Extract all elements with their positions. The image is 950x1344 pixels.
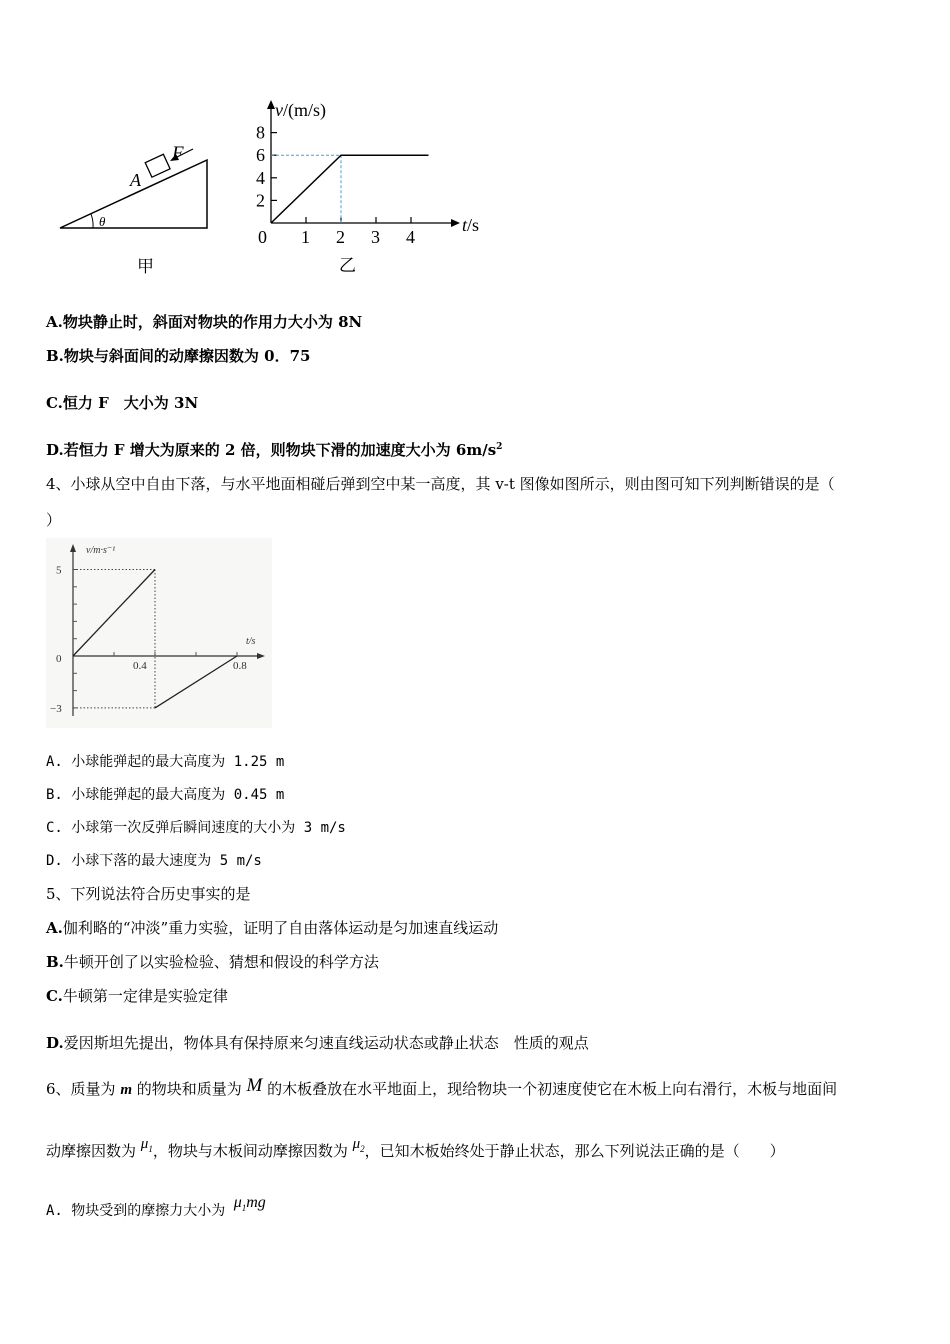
text-segment: A. 物块受到的摩擦力大小为 bbox=[46, 1203, 234, 1219]
math-M: M bbox=[246, 1075, 263, 1096]
angle-label: θ bbox=[99, 214, 106, 229]
option-prefix: D. bbox=[46, 441, 64, 459]
y-tick-label: 4 bbox=[256, 167, 265, 188]
y-axis-label: v/(m/s) bbox=[275, 100, 326, 120]
q3-option-a bbox=[46, 311, 362, 332]
block-label: A bbox=[130, 170, 141, 190]
superscript: 2 bbox=[496, 442, 503, 452]
q3-option-b bbox=[46, 345, 310, 366]
q4-option-c: C. 小球第一次反弹后瞬间速度的大小为 3 m/s bbox=[46, 820, 346, 836]
mu-symbol: μ bbox=[352, 1136, 361, 1152]
option-prefix: C. bbox=[46, 394, 63, 412]
q6-option-a bbox=[46, 1194, 266, 1221]
q5-option-a bbox=[46, 917, 498, 938]
option-prefix: C. bbox=[46, 987, 63, 1005]
option-text: 物块与斜面间的动摩擦因数为 0．75 bbox=[63, 347, 311, 365]
mu-symbol: μ bbox=[140, 1136, 149, 1152]
y-tick-label: −3 bbox=[50, 702, 62, 715]
incline-figure bbox=[55, 140, 220, 275]
y-tick-label: 2 bbox=[256, 190, 265, 211]
text-segment: 动摩擦因数为 bbox=[46, 1142, 141, 1160]
q4-option-a: A. 小球能弹起的最大高度为 1.25 m bbox=[46, 754, 285, 770]
y-tick-label: 0 bbox=[56, 653, 62, 665]
y-axis-label: v/m·s⁻¹ bbox=[86, 545, 116, 556]
option-prefix: A. bbox=[46, 313, 63, 331]
q5-option-d bbox=[46, 1032, 589, 1053]
q4-option-d: D. 小球下落的最大速度为 5 m/s bbox=[46, 853, 262, 869]
q6-stem-line2 bbox=[46, 1136, 785, 1162]
x-axis-label: t/s bbox=[246, 636, 256, 647]
subscript: 1 bbox=[241, 1203, 247, 1214]
x-tick-label: 0.4 bbox=[133, 660, 147, 672]
option-text: 牛顿第一定律是实验定律 bbox=[62, 987, 228, 1005]
mu-symbol: μ bbox=[233, 1194, 242, 1211]
option-text: 物块静止时，斜面对物块的作用力大小为 8N bbox=[62, 313, 363, 331]
q5-option-c bbox=[46, 985, 228, 1006]
option-text: 恒力 F 大小为 3N bbox=[62, 394, 199, 412]
option-prefix: B. bbox=[46, 953, 64, 971]
math-mu2 bbox=[353, 1136, 365, 1152]
figure-caption-yi: 乙 bbox=[339, 256, 356, 275]
subscript: 2 bbox=[360, 1144, 365, 1154]
q6-stem-line1 bbox=[46, 1075, 838, 1100]
x-tick-label: 0.8 bbox=[233, 660, 247, 672]
x-axis-label: t/s bbox=[462, 215, 480, 235]
math-mu1mg bbox=[233, 1194, 266, 1214]
y-tick-label: 5 bbox=[56, 564, 62, 577]
option-prefix: B. bbox=[46, 347, 64, 365]
y-tick-label: 6 bbox=[256, 145, 265, 166]
option-prefix: A. bbox=[46, 919, 63, 937]
figure-caption-jia: 甲 bbox=[137, 257, 154, 275]
math-m: m bbox=[120, 1082, 132, 1098]
q3-option-c bbox=[46, 392, 198, 413]
subscript: 1 bbox=[148, 1144, 153, 1154]
option-text: 若恒力 F 增大为原来的 2 倍，则物块下滑的加速度大小为 6m/s bbox=[63, 441, 497, 459]
ball-vt-chart bbox=[46, 538, 272, 728]
force-label: F bbox=[172, 143, 184, 164]
y-tick-label: 8 bbox=[256, 122, 265, 143]
option-text: 牛顿开创了以实验检验、猜想和假设的科学方法 bbox=[63, 953, 379, 971]
x-tick-label: 3 bbox=[371, 227, 380, 247]
x-tick-label: 4 bbox=[406, 227, 415, 247]
option-text: 伽利略的“冲淡”重力实验，证明了自由落体运动是匀加速直线运动 bbox=[62, 919, 499, 937]
q4-stem: 4、小球从空中自由下落，与水平地面相碰后弹到空中某一高度，其 v-t 图像如图所示，则由图可知下列判断错误的是（ bbox=[46, 475, 835, 493]
q5-stem: 5、下列说法符合历史事实的是 bbox=[46, 885, 251, 903]
text-segment: ，物块与木板间动摩擦因数为 bbox=[152, 1142, 353, 1160]
q5-option-b bbox=[46, 951, 379, 972]
option-prefix: D. bbox=[46, 1034, 64, 1052]
mg-symbol: mg bbox=[246, 1194, 266, 1211]
x-tick-label: 1 bbox=[301, 227, 310, 247]
math-mu1 bbox=[141, 1136, 153, 1152]
text-segment: ，已知木板始终处于静止状态，那么下列说法正确的是（ ） bbox=[364, 1142, 785, 1160]
text-segment: 6、质量为 bbox=[46, 1080, 121, 1098]
q3-option-d bbox=[46, 439, 502, 460]
q4-option-b: B. 小球能弹起的最大高度为 0.45 m bbox=[46, 787, 285, 803]
q4-stem-end: ） bbox=[46, 511, 62, 529]
x-tick-label: 2 bbox=[336, 227, 345, 247]
series-line bbox=[271, 155, 429, 223]
text-segment: 的木板叠放在水平地面上，现给物块一个初速度使它在木板上向右滑行，木板与地面间 bbox=[262, 1080, 838, 1098]
option-text: 爱因斯坦先提出，物体具有保持原来匀速直线运动状态或静止状态 性质的观点 bbox=[63, 1034, 589, 1052]
x-tick-label: 0 bbox=[258, 227, 267, 247]
vt-chart-yi bbox=[250, 96, 500, 278]
text-segment: 的物块和质量为 bbox=[131, 1080, 247, 1098]
